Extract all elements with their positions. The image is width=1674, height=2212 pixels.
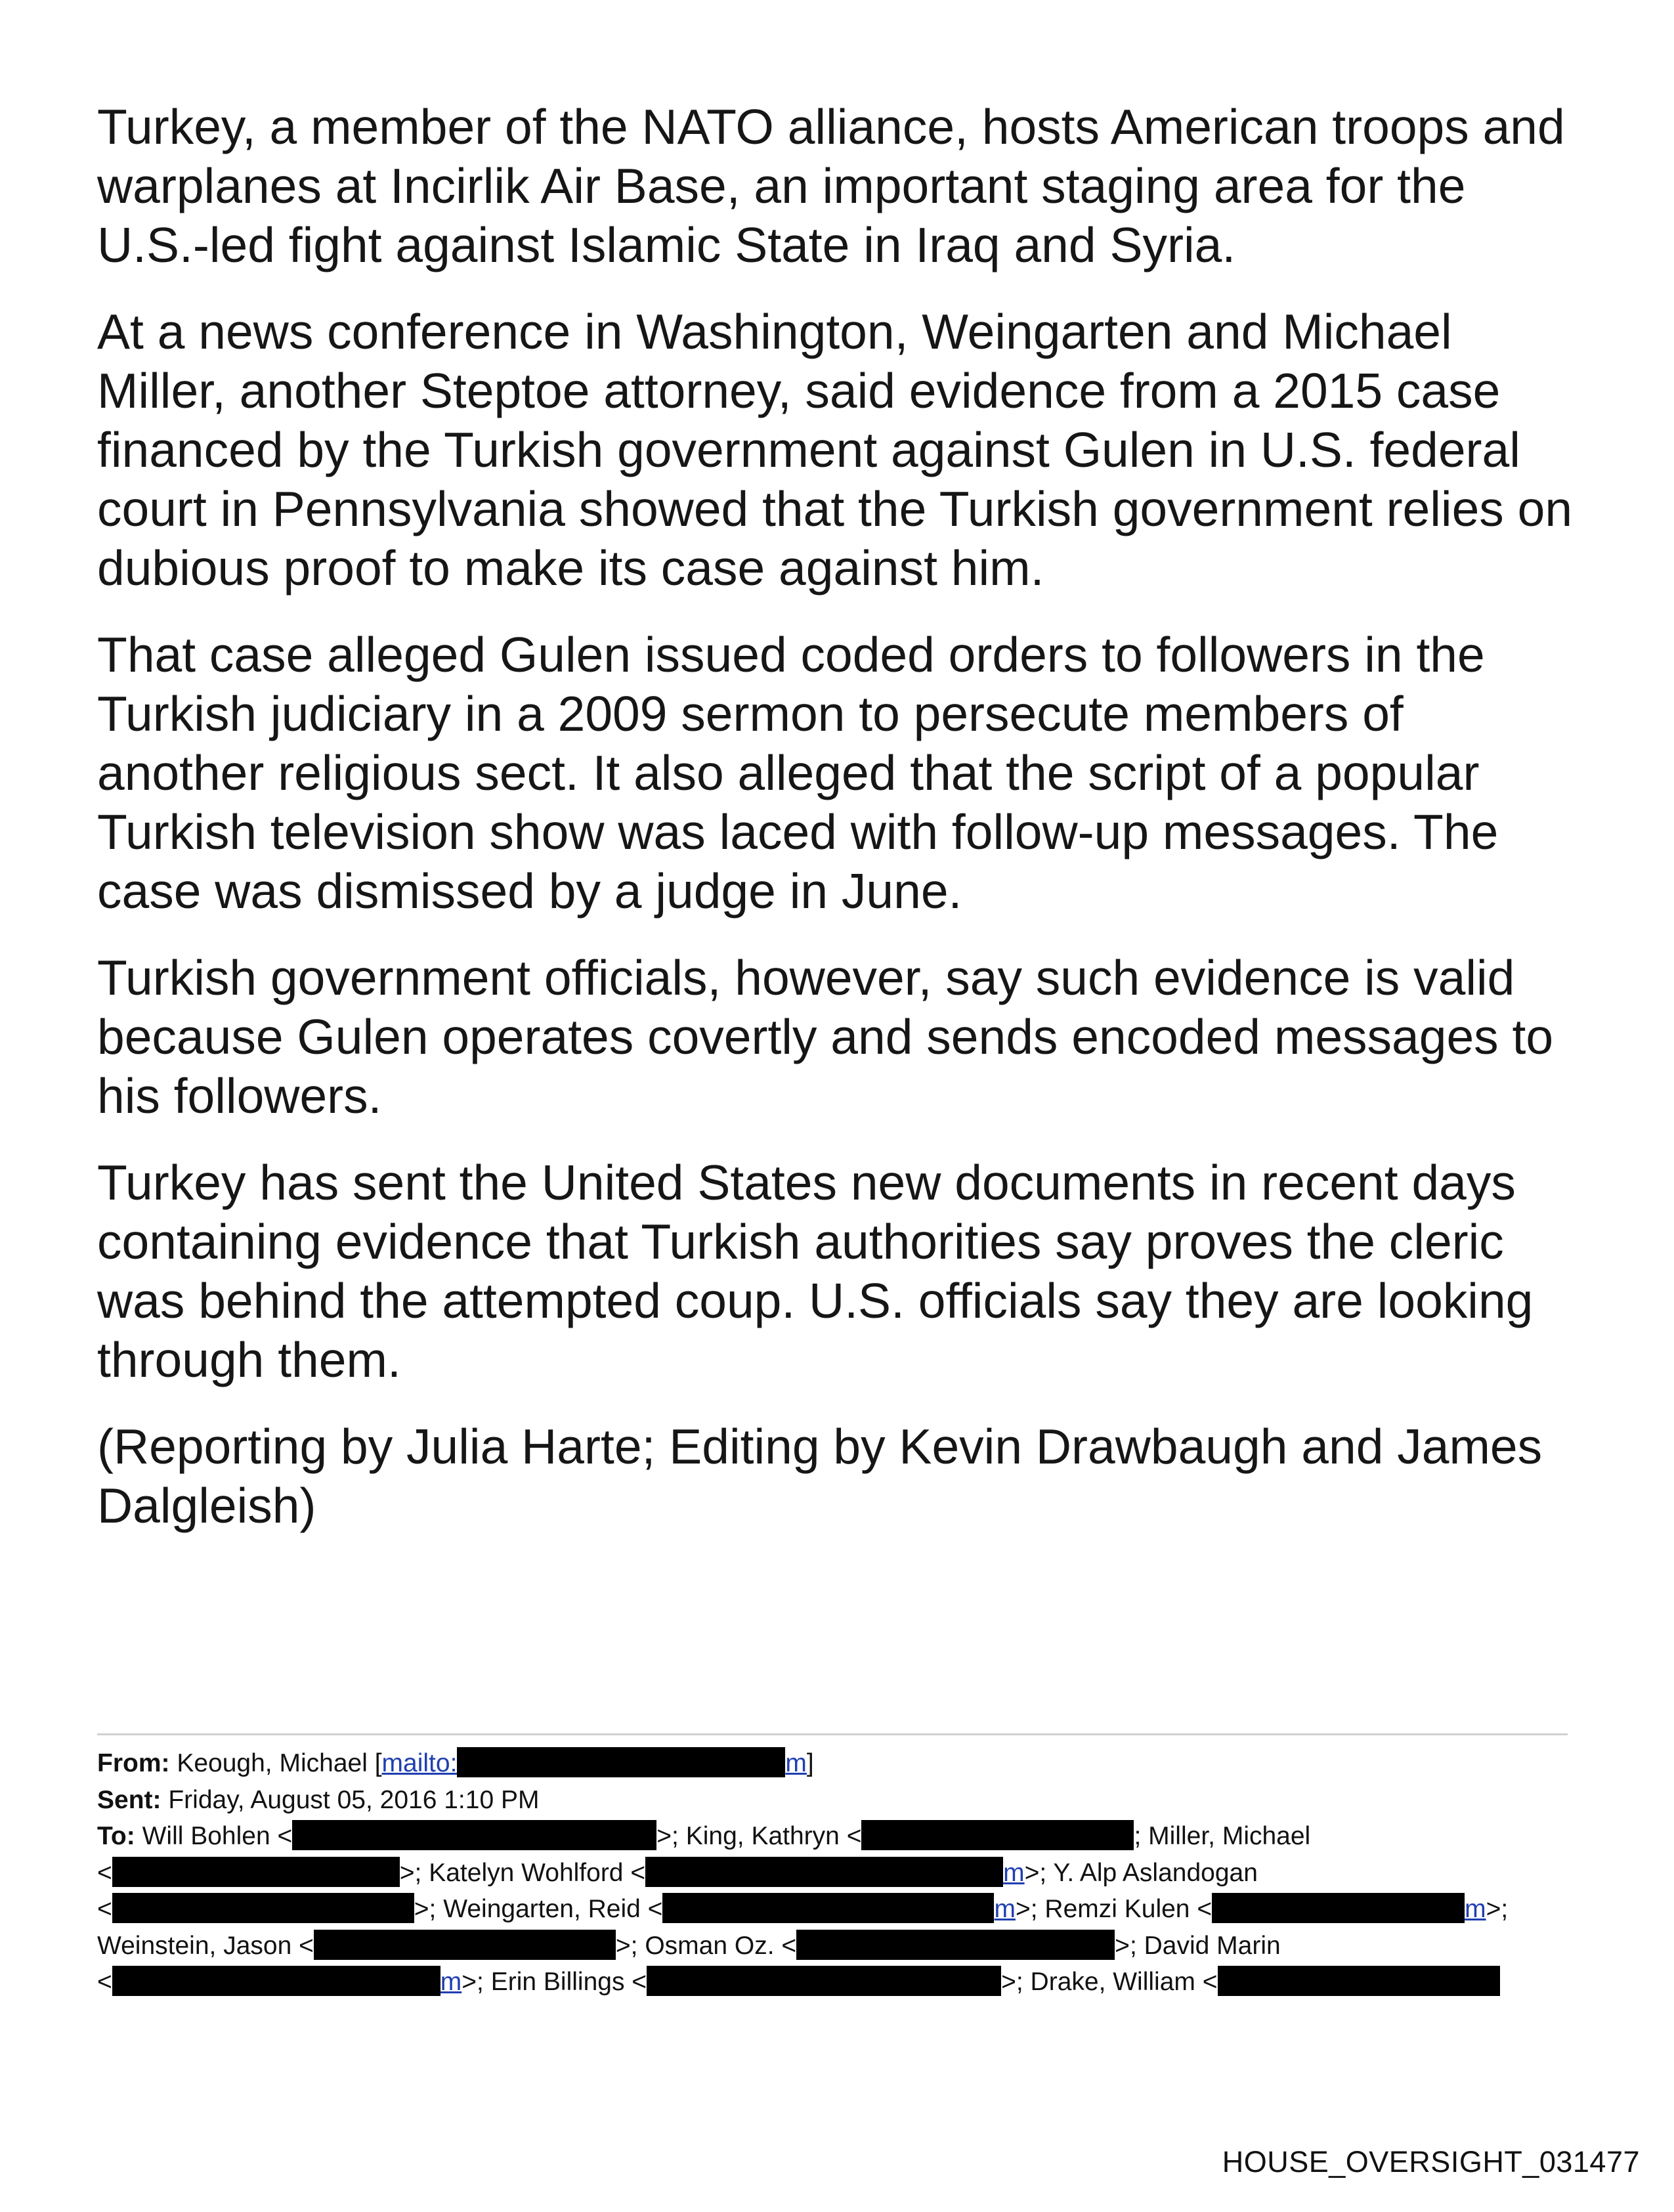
from-name: Keough, Michael [: [177, 1749, 382, 1777]
recipient-text: >; King, Kathryn <: [656, 1822, 862, 1850]
redaction-box: [112, 1857, 400, 1887]
sent-value: Friday, August 05, 2016 1:10 PM: [168, 1785, 540, 1814]
email-divider: [97, 1733, 1568, 1735]
to-line-1: [97, 1818, 1594, 1855]
recipient-email-link[interactable]: [112, 1968, 462, 1996]
recipient-text: <: [97, 1968, 112, 1996]
sent-line: [97, 1782, 1594, 1819]
redaction-box: [647, 1966, 1001, 1996]
recipient-email-link[interactable]: [112, 1859, 400, 1887]
recipient-email-link[interactable]: [645, 1859, 1025, 1887]
recipient-text: >; Katelyn Wohlford <: [399, 1858, 646, 1887]
redaction-box: [796, 1930, 1115, 1960]
to-line-3: [97, 1891, 1594, 1928]
article-paragraph-6: (Reporting by Julia Harte; Editing by Kevin Drawbaugh and James Dalgleish): [97, 1419, 1543, 1533]
recipient-text: >; Y. Alp Aslandogan: [1024, 1858, 1258, 1887]
link-tail: m: [1003, 1858, 1025, 1887]
to-line-2: [97, 1855, 1594, 1892]
recipient-email-link[interactable]: [112, 1895, 414, 1923]
to-line-4: [97, 1928, 1594, 1964]
recipient-text: ; Miller, Michael: [1134, 1822, 1311, 1850]
from-line: [97, 1745, 1594, 1782]
redaction-box: [1212, 1893, 1465, 1923]
from-close: ]: [806, 1749, 814, 1777]
article-body: [97, 97, 1581, 1563]
redaction-box: [112, 1893, 414, 1923]
recipient-email-link[interactable]: [1212, 1895, 1486, 1923]
link-tail: m: [994, 1895, 1016, 1923]
from-label: From:: [97, 1749, 170, 1777]
article-paragraph-4: Turkish government officials, however, say such evidence is valid because Gulen operates covertly and sends encoded messages to his followers.: [97, 950, 1554, 1123]
link-tail: m: [440, 1968, 462, 1996]
recipient-text: >; Remzi Kulen <: [1015, 1895, 1213, 1923]
sent-label: Sent:: [97, 1785, 161, 1814]
article-paragraph-2: At a news conference in Washington, Weingarten and Michael Miller, another Steptoe attorney, said evidence from a 2015 case financed by the Turkish government against Gulen in U.S. federal court in Pennsylvania showed that the Turkish government relies on dubious proof to make its case against him.: [97, 304, 1573, 596]
recipient-email-link[interactable]: [662, 1895, 1016, 1923]
recipient-text: >; Erin Billings <: [461, 1968, 647, 1996]
from-mailto-text: mailto:: [381, 1749, 458, 1777]
redaction-box: [292, 1820, 656, 1850]
recipient-email-link[interactable]: [292, 1822, 656, 1850]
article-paragraph-5: Turkey has sent the United States new documents in recent days containing evidence that Turkish authorities say proves the cleric was behind the attempted coup. U.S. officials say they are looking through them.: [97, 1155, 1534, 1387]
redaction-box: [645, 1857, 1003, 1887]
link-tail: m: [1465, 1895, 1486, 1923]
email-header: [97, 1745, 1594, 2001]
recipient-text: Will Bohlen <: [142, 1822, 293, 1850]
redaction-box: [112, 1966, 440, 1996]
article-paragraph-1: Turkey, a member of the NATO alliance, hosts American troops and warplanes at Incirlik Air Base, an important staging area for the U.S.-led fight against Islamic State in Iraq and Syria.: [97, 99, 1565, 272]
recipient-text: Weinstein, Jason <: [97, 1931, 314, 1960]
to-label: To:: [97, 1822, 135, 1850]
recipient-email-link[interactable]: [314, 1932, 616, 1960]
redaction-box: [314, 1930, 616, 1960]
recipient-text: >; David Marin: [1115, 1931, 1281, 1960]
recipient-text: >; Drake, William <: [1001, 1968, 1218, 1996]
recipient-text: <: [97, 1895, 112, 1923]
recipient-text: >; Osman Oz. <: [615, 1931, 797, 1960]
recipient-text: <: [97, 1858, 112, 1887]
redaction-box: [1218, 1966, 1500, 1996]
article-paragraph-3: That case alleged Gulen issued coded orders to followers in the Turkish judiciary in a 2009 sermon to persecute members of another religious sect. It also alleged that the script of a popular Turkish television show was laced with follow-up messages. The case was dismissed by a judge in June.: [97, 627, 1499, 919]
to-line-5: [97, 1964, 1594, 2001]
recipient-text: >;: [1486, 1895, 1509, 1923]
redaction-box: [457, 1747, 785, 1777]
from-link-tail: m: [785, 1749, 807, 1777]
recipient-text: >; Weingarten, Reid <: [414, 1895, 663, 1923]
from-mailto-link[interactable]: [382, 1749, 807, 1777]
redaction-box: [861, 1820, 1134, 1850]
redaction-box: [662, 1893, 994, 1923]
bates-number: HOUSE_OVERSIGHT_031477: [1222, 2145, 1640, 2179]
